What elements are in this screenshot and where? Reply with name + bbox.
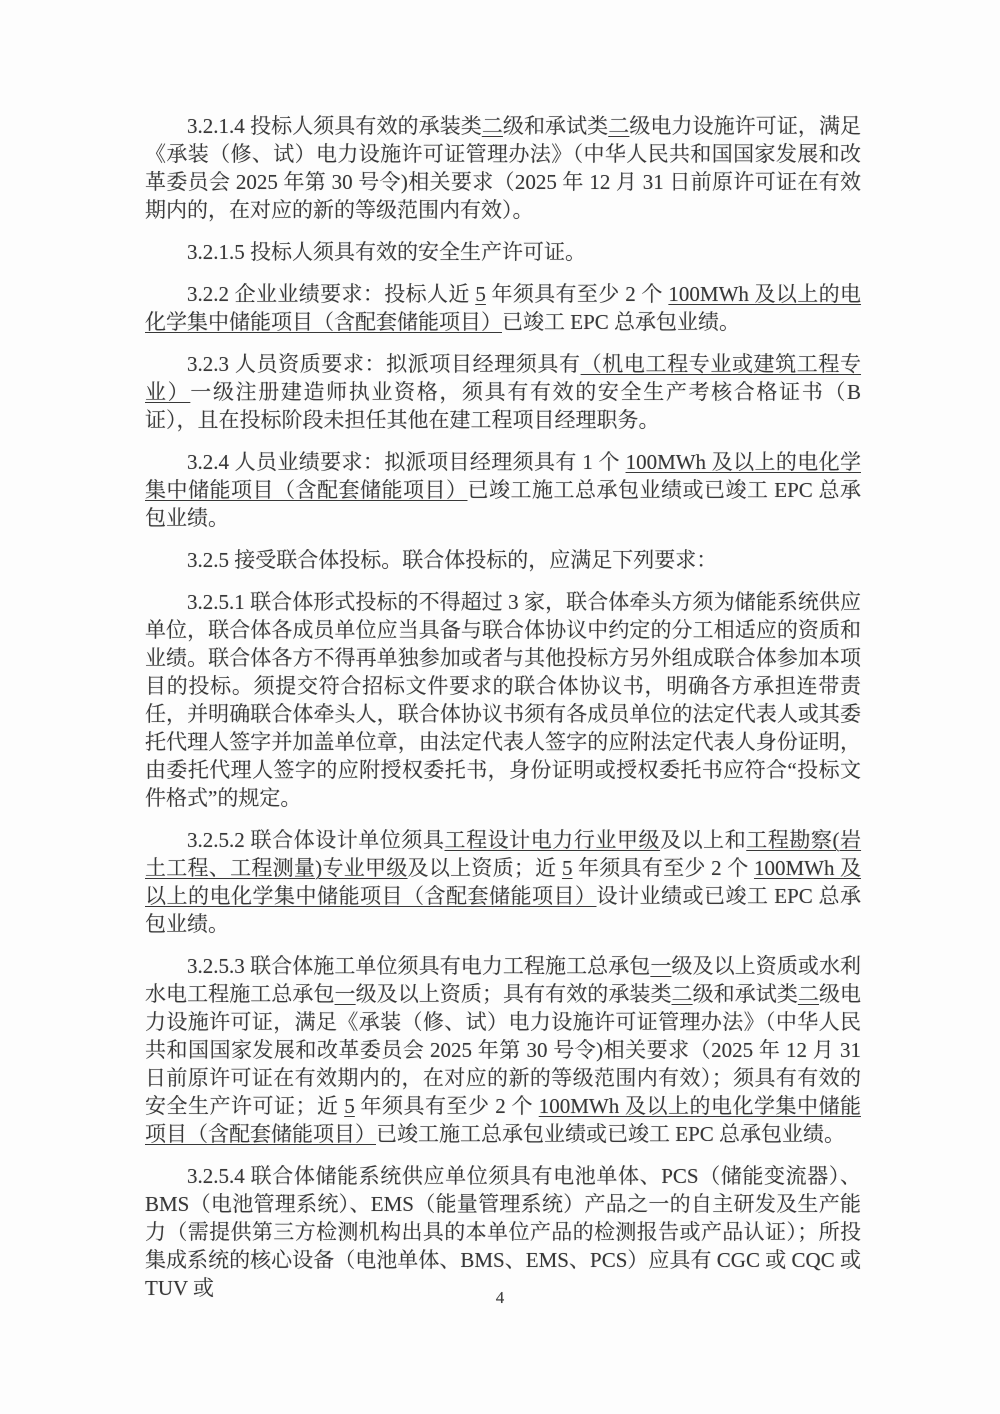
text-run: 级和承试类 <box>502 114 609 138</box>
text-run: 已竣工施工总承包业绩或已竣工 EPC 总承包业绩。 <box>376 1122 846 1146</box>
text-run: 3.2.4 人员业绩要求：拟派项目经理须具有 1 个 <box>187 450 626 474</box>
text-run: 级电力设施许可证，满足《承装（修、试）电力设施许可证管理办法》（中华人民共和国国家发展和改革委员会 2025 年第 30 号令)相关要求（2025 年 12 月 31 日前原许可证在有效期内的，在对应的新的等级范围内有效）；须具有有效的安全生产许可证；近 <box>145 982 862 1118</box>
underlined-text-run: 一 <box>650 954 672 978</box>
underlined-text-run: 工程勘察(岩土工程、工程测量)专业甲级 <box>145 828 862 880</box>
text-run: 3.2.1.5 投标人须具有效的安全生产许可证。 <box>187 240 586 264</box>
paragraph-3-2-5-1 <box>145 588 861 812</box>
underlined-text-run: 5 <box>344 1094 355 1118</box>
paragraph-3-2-5-4 <box>145 1162 861 1302</box>
text-run: 一级注册建造师执业资格，须具有有效的安全生产考核合格证书（B 证），且在投标阶段未担任其他在建工程项目经理职务。 <box>145 380 861 432</box>
underlined-text-run: （机电工程专业或建筑工程专业） <box>145 352 862 404</box>
text-run: 设计业绩或已竣工 EPC 总承包业绩。 <box>145 884 862 936</box>
underlined-text-run: 一 <box>334 982 356 1006</box>
underlined-text-run: 工程设计电力行业甲级 <box>444 828 661 852</box>
page-number: 4 <box>495 1288 505 1307</box>
paragraph-3-2-5-3 <box>145 952 861 1148</box>
text-run: 及以上和 <box>660 828 747 852</box>
underlined-text-run: 二 <box>608 114 630 138</box>
underlined-text-run: 100MWh 及以上的电化学集中储能项目（含配套储能项目） <box>145 450 861 502</box>
paragraph-3-2-2 <box>145 280 861 336</box>
paragraph-3-2-4 <box>145 448 861 532</box>
underlined-text-run: 100MWh 及以上的电化学集中储能项目（含配套储能项目） <box>145 1094 861 1146</box>
text-run: 年须具有至少 2 个 <box>354 1094 539 1118</box>
text-run: 3.2.2 企业业绩要求：投标人近 <box>187 282 476 306</box>
text-run: 年须具有至少 2 个 <box>572 856 754 880</box>
text-run: 级及以上资质；具有有效的承装类 <box>355 982 672 1006</box>
paragraph-3-2-3 <box>145 350 861 434</box>
underlined-text-run: 100MWh 及以上的电化学集中储能项目（含配套储能项目） <box>145 856 862 908</box>
text-run: 3.2.1.4 投标人须具有效的承装类 <box>187 114 482 138</box>
text-run: 级和承试类 <box>692 982 798 1006</box>
text-run: 已竣工施工总承包业绩或已竣工 EPC 总承包业绩。 <box>145 478 862 530</box>
paragraph-3-2-5-2 <box>145 826 861 938</box>
paragraph-3-2-5 <box>145 546 861 574</box>
text-run: 3.2.5.2 联合体设计单位须具 <box>187 828 445 852</box>
text-run: 3.2.5.4 联合体储能系统供应单位须具有电池单体、PCS（储能变流器）、BMS（电池管理系统）、EMS（能量管理系统）产品之一的自主研发及生产能力（需提供第三方检测机构出具的本单位产品的检测报告或产品认证）；所投集成系统的核心设备（电池单体、BMS、EMS、PCS）应具有 CGC 或 CQC 或 TUV 或 <box>145 1164 861 1300</box>
underlined-text-run: 5 <box>475 282 486 306</box>
underlined-text-run: 二 <box>671 982 693 1006</box>
paragraph-3-2-1-5 <box>145 238 861 266</box>
document-body <box>145 112 861 1316</box>
text-run: 3.2.5.3 联合体施工单位须具有电力工程施工总承包 <box>187 954 651 978</box>
text-run: 已竣工 EPC 总承包业绩。 <box>502 310 741 334</box>
text-run: 3.2.5 接受联合体投标。联合体投标的，应满足下列要求： <box>187 548 718 572</box>
text-run: 级电力设施许可证，满足《承装（修、试）电力设施许可证管理办法》（中华人民共和国国家发展和改革委员会 2025 年第 30 号令)相关要求（2025 年 12 月 31 日前原许可证在有效期内的，在对应的新的等级范围内有效）。 <box>145 114 862 222</box>
page-footer <box>0 1288 1000 1308</box>
paragraph-3-2-1-4 <box>145 112 861 224</box>
text-run: 年须具有至少 2 个 <box>485 282 669 306</box>
underlined-text-run: 二 <box>481 114 503 138</box>
text-run: 3.2.3 人员资质要求：拟派项目经理须具有 <box>187 352 581 376</box>
text-run: 及以上资质；近 <box>407 856 562 880</box>
underlined-text-run: 100MWh 及以上的电化学集中储能项目（含配套储能项目） <box>145 282 862 334</box>
underlined-text-run: 二 <box>797 982 819 1006</box>
text-run: 级及以上资质或水利水电工程施工总承包 <box>145 954 862 1006</box>
text-run: 3.2.5.1 联合体形式投标的不得超过 3 家，联合体牵头方须为储能系统供应单位，联合体各成员单位应当具备与联合体协议中约定的分工相适应的资质和业绩。联合体各方不得再单独参加或者与其他投标方另外组成联合体参加本项目的投标。须提交符合招标文件要求的联合体协议书，明确各方承担连带责任，并明确联合体牵头人，联合体协议书须有各成员单位的法定代表人或其委托代理人签字并加盖单位章，由法定代表人签字的应附法定代表人身份证明，由委托代理人签字的应附授权委托书，身份证明或授权委托书应符合“投标文件格式”的规定。 <box>145 590 861 810</box>
underlined-text-run: 5 <box>561 856 573 880</box>
